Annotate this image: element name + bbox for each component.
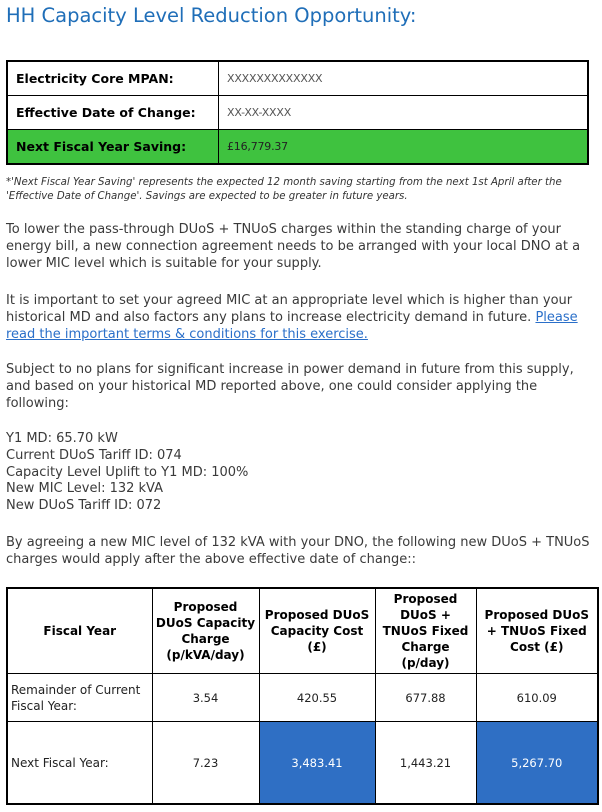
row-capacity-cost: 420.55 (259, 674, 375, 722)
saving-value: £16,779.37 (219, 130, 589, 165)
table-header-row (7, 588, 598, 674)
detail-y1-md: Y1 MD: 65.70 kW (6, 431, 118, 446)
row-fixed-charge: 677.88 (375, 674, 476, 722)
effective-date-value: XX-XX-XXXX (219, 96, 589, 130)
charges-table (6, 587, 599, 805)
mic-advice-text: It is important to set your agreed MIC at an appropriate level which is higher than your historical MD and also factors any plans to increase electricity demand in future. (6, 293, 573, 325)
recommendation-paragraph: Subject to no plans for significant increase in power demand in future from this supply, and based on your historical MD reported above, one could consider applying the following: (6, 362, 574, 411)
header-capacity-charge: Proposed DUoS Capacity Charge (p/kVA/day) (152, 588, 259, 674)
terms-link[interactable]: Please read the important terms & conditions for this exercise. (6, 309, 578, 342)
detail-new-tariff: New DUoS Tariff ID: 072 (6, 498, 162, 514)
table-row (7, 61, 588, 96)
mpan-value: XXXXXXXXXXXXX (219, 61, 589, 96)
row-fixed-charge: 1,443.21 (375, 722, 476, 805)
detail-new-mic: New MIC Level: 132 kVA (6, 481, 164, 497)
row-fiscal-year: Remainder of Current Fiscal Year: (7, 674, 152, 722)
header-fiscal-year: Fiscal Year (7, 588, 152, 674)
row-fiscal-year: Next Fiscal Year: (7, 722, 152, 805)
table-row (7, 96, 588, 130)
row-fixed-cost: 610.09 (476, 674, 598, 722)
row-capacity-charge: 7.23 (152, 722, 259, 805)
mpan-label: Electricity Core MPAN: (7, 61, 219, 96)
table-row (7, 674, 598, 722)
table-row (7, 722, 598, 805)
page-title: HH Capacity Level Reduction Opportunity: (6, 4, 417, 27)
mic-details (6, 431, 596, 515)
supply-info-table (6, 60, 589, 165)
detail-uplift: Capacity Level Uplift to Y1 MD: 100% (6, 464, 249, 480)
effective-date-label: Effective Date of Change: (7, 96, 219, 130)
header-fixed-cost: Proposed DUoS + TNUoS Fixed Cost (£) (476, 588, 598, 674)
row-capacity-cost: 3,483.41 (259, 722, 375, 805)
row-capacity-charge: 3.54 (152, 674, 259, 722)
charges-paragraph: By agreeing a new MIC level of 132 kVA with your DNO, the following new DUoS + TNUoS charges would apply after the above effective date of change:: (6, 535, 590, 567)
row-fixed-cost: 5,267.70 (476, 722, 598, 805)
mic-advice-paragraph (6, 293, 596, 343)
saving-label: Next Fiscal Year Saving: (7, 130, 219, 165)
header-fixed-charge: Proposed DUoS + TNUoS Fixed Charge (p/day) (375, 588, 476, 674)
detail-current-tariff: Current DUoS Tariff ID: 074 (6, 447, 182, 463)
table-row (7, 130, 588, 165)
intro-paragraph: To lower the pass-through DUoS + TNUoS charges within the standing charge of your energy bill, a new connection agreement needs to be arranged with your local DNO at a lower MIC level which is suitable for your supply. (6, 222, 581, 271)
saving-footnote: *'Next Fiscal Year Saving' represents the expected 12 month saving starting from the next 1st April after the 'Effective Date of Change'. Savings are expected to be greater in future years. (6, 177, 562, 202)
header-capacity-cost: Proposed DUoS Capacity Cost (£) (259, 588, 375, 674)
